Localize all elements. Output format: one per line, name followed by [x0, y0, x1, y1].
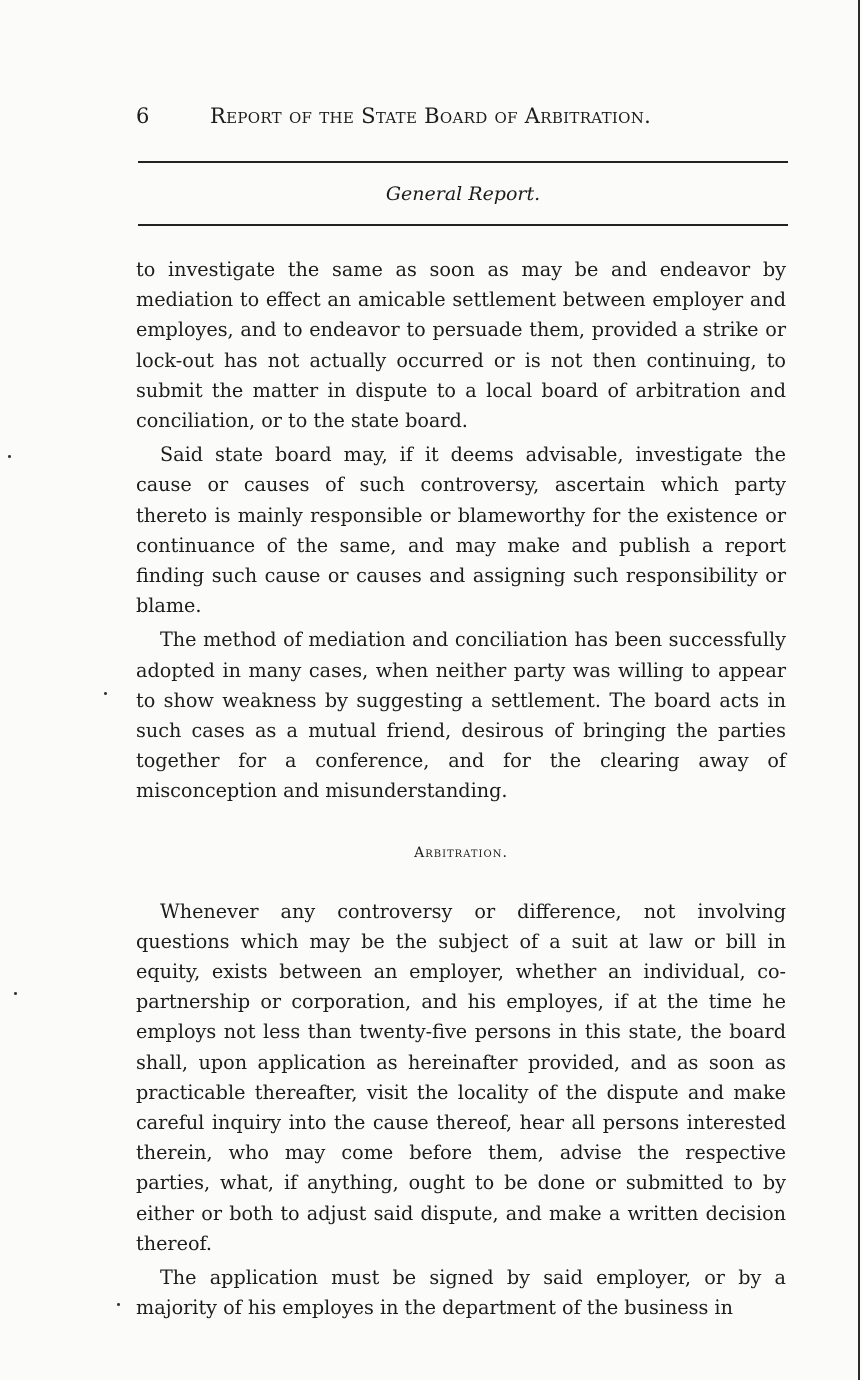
ink-speck: [117, 1303, 120, 1306]
paragraph-3: The method of mediation and conciliation has been successfully adopted in many cases, when neither party was willing to appear to show weakness by suggesting a settlement. The board acts in such cases as a mutual friend, desirous of bringing the parties together for a conference, and for the clearing away of misconception and misunderstanding.: [136, 628, 786, 803]
running-title: Report of the State Board of Arbitration.: [210, 104, 652, 128]
running-head: [136, 104, 786, 134]
ink-speck: [104, 692, 107, 695]
page-edge: [858, 0, 860, 1380]
top-rule: [138, 161, 788, 163]
subheading-arbitration: Arbitration.: [414, 844, 508, 861]
paragraph-1: to investigate the same as soon as may be and endeavor by mediation to effect an amicable settlement between employer and employes, and to endeavor to persuade them, provided a strike or lock-out has not actually occurred or is not then continuing, to submit the matter in dispute to a local board of arbitration and conciliation, or to the state board.: [136, 258, 786, 433]
section-heading: General Report.: [385, 183, 541, 205]
paragraph-4: Whenever any controversy or difference, not involving questions which may be the subject of a suit at law or bill in equity, exists between an employer, whether an individual, co-partnership or corporation, and his employes, if at the time he employs not less than twenty-five persons in this state, the board shall, upon application as hereinafter provided, and as soon as practicable thereafter, visit the locality of the dispute and make careful inquiry into the cause thereof, hear all persons interested therein, who may come before them, advise the respective parties, what, if anything, ought to be done or submitted to by either or both to adjust said dispute, and make a written decision thereof.: [136, 899, 786, 1255]
bottom-rule: [138, 224, 788, 226]
paragraph-5: The application must be signed by said employer, or by a majority of his employes in the department of the business in: [136, 1266, 786, 1320]
ink-speck: [14, 992, 17, 995]
paragraph-2: Said state board may, if it deems advisable, investigate the cause or causes of such controversy, ascertain which party thereto is mainly responsible or blameworthy for the existence or continuance of the same, and may make and publish a report finding such cause or causes and assigning such responsibility or blame.: [136, 443, 786, 618]
ink-speck: [8, 455, 11, 458]
page-number: 6: [136, 104, 150, 128]
body-text: [136, 255, 786, 1324]
